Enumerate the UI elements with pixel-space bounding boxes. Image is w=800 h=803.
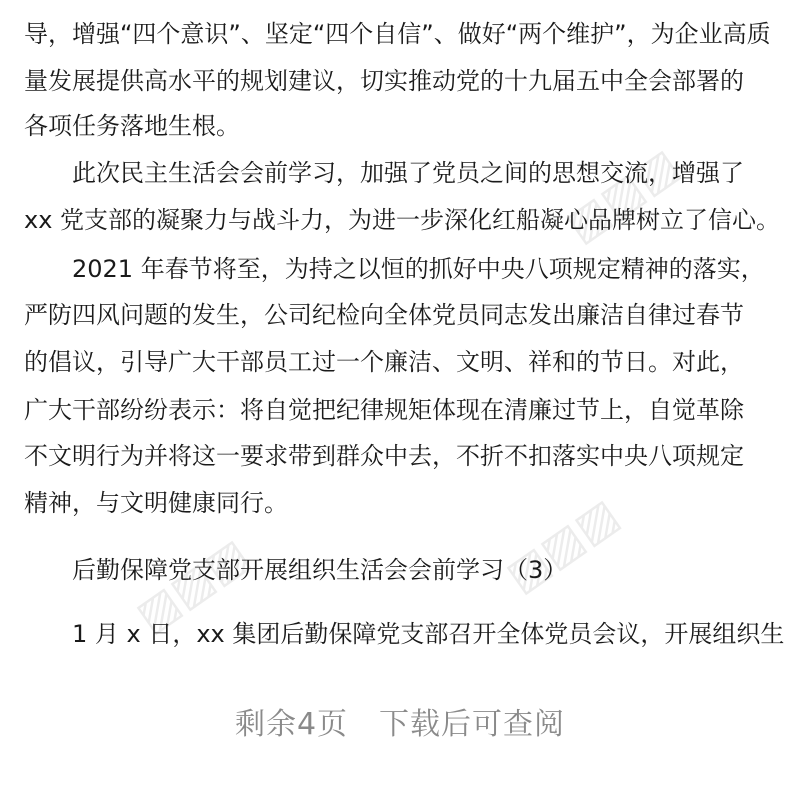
watermark: ▨▨▨ [126, 528, 259, 643]
paragraph-line: 此次民主生活会会前学习，加强了党员之间的思想交流，增强了 [72, 159, 744, 187]
remaining-pages-notice[interactable]: 剩余4页 下载后可查阅 [234, 707, 566, 742]
paragraph-line: 2021 年春节将至，为持之以恒的抓好中央八项规定精神的落实， [72, 255, 765, 283]
section-heading: 后勤保障党支部开展组织生活会会前学习（3） [72, 556, 568, 584]
paragraph-line: 各项任务落地生根。 [24, 112, 240, 140]
paragraph-line: 严防四风问题的发生，公司纪检向全体党员同志发出廉洁自律过春节 [24, 301, 744, 329]
paragraph-line: 不文明行为并将这一要求带到群众中去，不折不扣落实中央八项规定 [24, 442, 744, 470]
paragraph-line: xx 党支部的凝聚力与战斗力，为进一步深化红船凝心品牌树立了信心。 [24, 206, 781, 234]
paragraph-line: 1 月 x 日，xx 集团后勤保障党支部召开全体党员会议，开展组织生 [72, 620, 784, 648]
paragraph-line: 导，增强“四个意识”、坚定“四个自信”、做好“两个维护”，为企业高质 [24, 20, 771, 48]
paragraph-line: 广大干部纷纷表示：将自觉把纪律规矩体现在清廉过节上，自觉革除 [24, 396, 744, 424]
watermark: ▨▨▨ [496, 488, 629, 603]
paragraph-line: 精神，与文明健康同行。 [24, 489, 288, 517]
paragraph-line: 量发展提供高水平的规划建议，切实推动党的十九届五中全会部署的 [24, 67, 744, 95]
paragraph-line: 的倡议，引导广大干部员工过一个廉洁、文明、祥和的节日。对此， [24, 348, 744, 376]
watermark: ▨▨▨ [556, 138, 689, 253]
